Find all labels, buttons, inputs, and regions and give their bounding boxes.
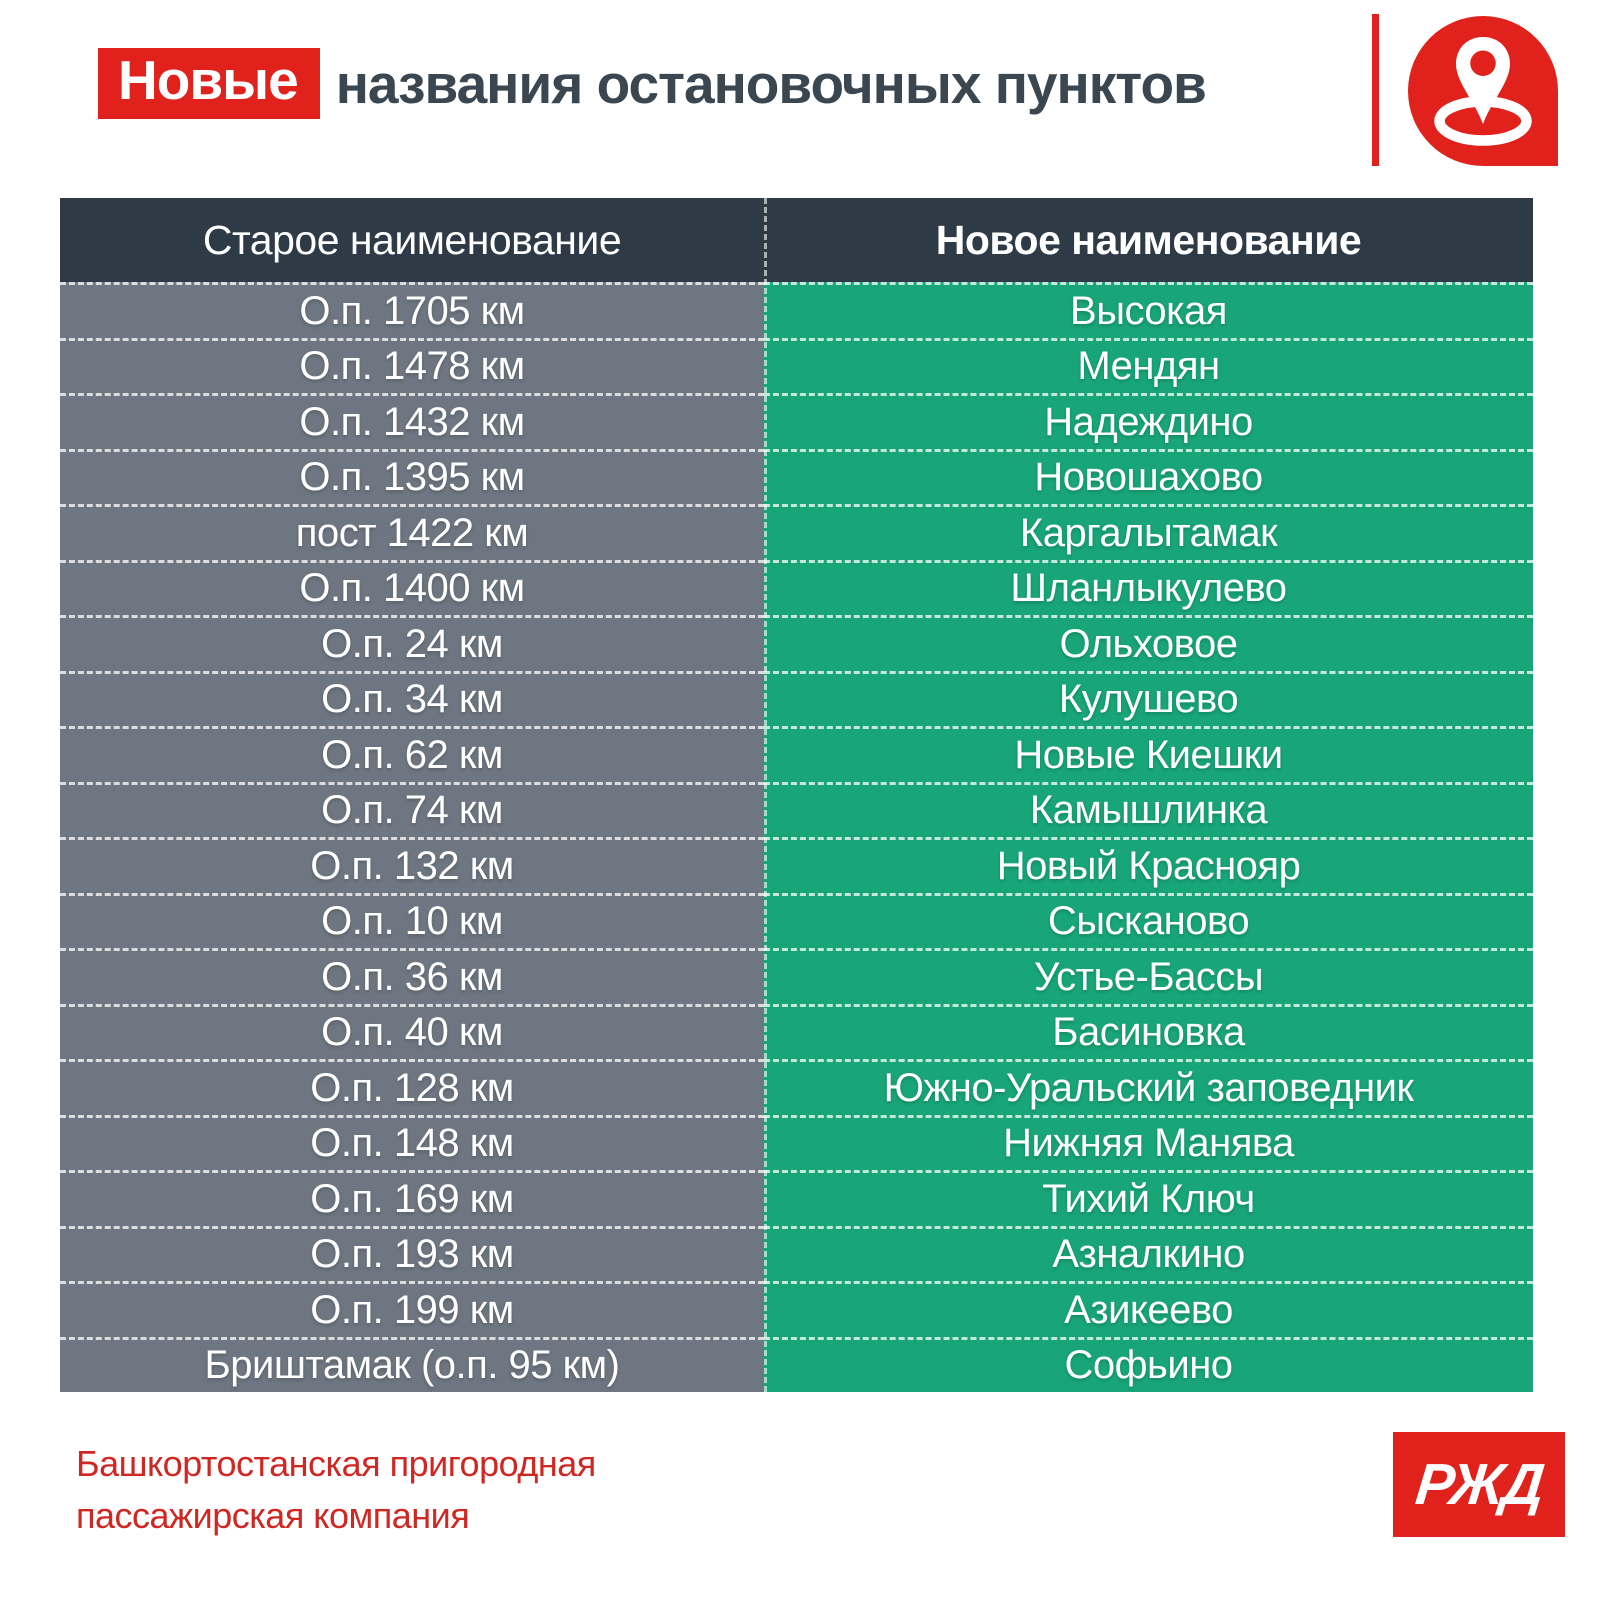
old-name-cell: О.п. 34 км	[60, 671, 764, 727]
old-name-cell: О.п. 169 км	[60, 1170, 764, 1226]
rzd-logo-text: РЖД	[1412, 1452, 1546, 1517]
table-row	[60, 1059, 1533, 1115]
table-body	[60, 282, 1533, 1392]
old-name-cell: О.п. 1395 км	[60, 449, 764, 505]
table-row	[60, 338, 1533, 394]
table-row	[60, 560, 1533, 616]
new-name-cell: Устье-Бассы	[764, 948, 1533, 1004]
old-name-cell: О.п. 128 км	[60, 1059, 764, 1115]
table-row	[60, 1115, 1533, 1171]
table-row	[60, 948, 1533, 1004]
old-name-cell: О.п. 40 км	[60, 1004, 764, 1060]
old-name-cell: О.п. 10 км	[60, 893, 764, 949]
renames-table	[60, 198, 1533, 1392]
old-name-cell: О.п. 1705 км	[60, 282, 764, 338]
old-name-cell: О.п. 24 км	[60, 615, 764, 671]
rzd-logo	[1393, 1432, 1565, 1537]
new-name-cell: Надеждино	[764, 393, 1533, 449]
table-row	[60, 1226, 1533, 1282]
column-header-new: Новое наименование	[935, 216, 1362, 263]
new-name-cell: Камышлинка	[764, 782, 1533, 838]
new-name-cell: Нижняя Манява	[764, 1115, 1533, 1171]
new-name-cell: Каргалытамак	[764, 504, 1533, 560]
table-row	[60, 671, 1533, 727]
old-name-cell: О.п. 199 км	[60, 1281, 764, 1337]
new-name-cell: Азналкино	[764, 1226, 1533, 1282]
location-pin-icon	[1408, 16, 1558, 166]
new-name-cell: Новошахово	[764, 449, 1533, 505]
new-name-cell: Шланлыкулево	[764, 560, 1533, 616]
page-title	[98, 48, 1206, 119]
new-name-cell: Новые Киешки	[764, 726, 1533, 782]
new-name-cell: Кулушево	[764, 671, 1533, 727]
new-name-cell: Сысканово	[764, 893, 1533, 949]
column-header-old: Старое наименование	[202, 216, 622, 263]
table-row	[60, 782, 1533, 838]
old-name-cell: О.п. 36 км	[60, 948, 764, 1004]
company-name-line1: Башкортостанская пригородная	[76, 1443, 596, 1484]
table-row	[60, 393, 1533, 449]
title-highlight: Новые	[98, 48, 320, 119]
table-header-row	[60, 198, 1533, 282]
old-name-cell: О.п. 74 км	[60, 782, 764, 838]
table-row	[60, 282, 1533, 338]
old-name-cell: О.п. 1400 км	[60, 560, 764, 616]
old-name-cell: О.п. 1432 км	[60, 393, 764, 449]
new-name-cell: Южно-Уральский заповедник	[764, 1059, 1533, 1115]
new-name-cell: Азикеево	[764, 1281, 1533, 1337]
new-name-cell: Тихий Ключ	[764, 1170, 1533, 1226]
new-name-cell: Софьино	[764, 1337, 1533, 1393]
old-name-cell: О.п. 148 км	[60, 1115, 764, 1171]
table-row	[60, 1337, 1533, 1393]
table-row	[60, 504, 1533, 560]
title-rest: названия остановочных пунктов	[335, 52, 1206, 115]
table-row	[60, 1004, 1533, 1060]
old-name-cell: О.п. 193 км	[60, 1226, 764, 1282]
new-name-cell: Басиновка	[764, 1004, 1533, 1060]
table-row	[60, 1170, 1533, 1226]
new-name-cell: Новый Краснояр	[764, 837, 1533, 893]
new-name-cell: Высокая	[764, 282, 1533, 338]
column-divider	[764, 198, 767, 1392]
table-row	[60, 726, 1533, 782]
old-name-cell: О.п. 1478 км	[60, 338, 764, 394]
header-separator-line	[1372, 14, 1379, 166]
company-name-line2: пассажирская компания	[76, 1495, 470, 1537]
new-name-cell: Мендян	[764, 338, 1533, 394]
old-name-cell: Бриштамак (о.п. 95 км)	[60, 1337, 764, 1393]
table-row	[60, 893, 1533, 949]
table-row	[60, 615, 1533, 671]
table-row	[60, 449, 1533, 505]
table-row	[60, 1281, 1533, 1337]
old-name-cell: О.п. 132 км	[60, 837, 764, 893]
company-name	[76, 1438, 596, 1542]
new-name-cell: Ольховое	[764, 615, 1533, 671]
table-row	[60, 837, 1533, 893]
old-name-cell: пост 1422 км	[60, 504, 764, 560]
old-name-cell: О.п. 62 км	[60, 726, 764, 782]
